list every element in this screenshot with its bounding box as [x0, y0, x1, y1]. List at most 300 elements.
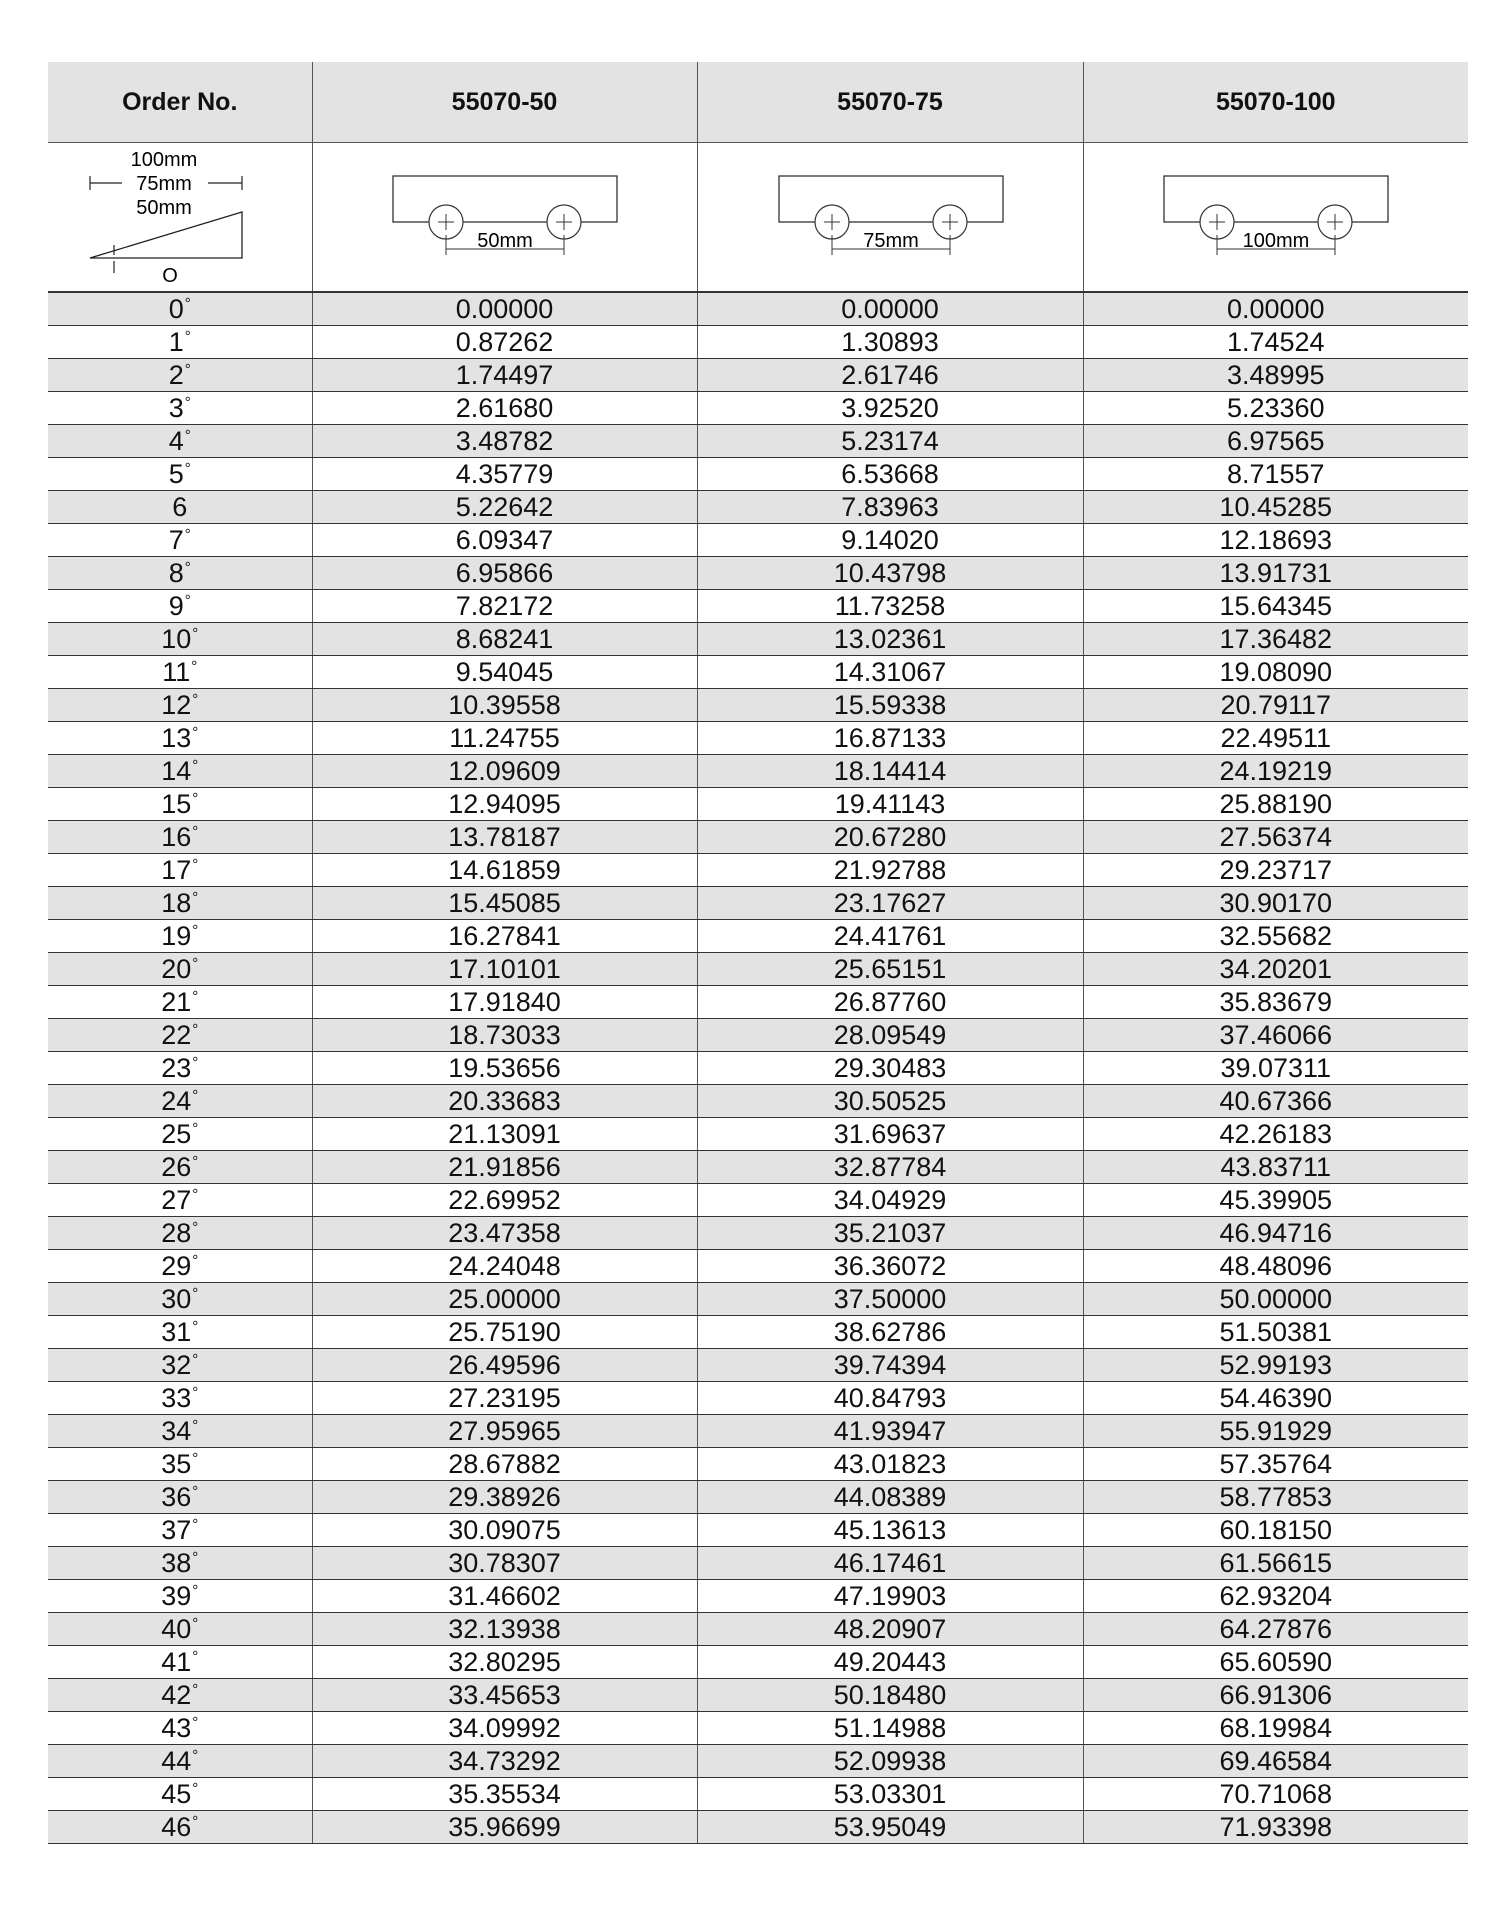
angle-cell [48, 1217, 312, 1250]
table-row [48, 1118, 1468, 1151]
height-value-cell: 26.49596 [312, 1349, 697, 1382]
height-value-cell: 20.79117 [1083, 689, 1468, 722]
height-value-cell: 60.18150 [1083, 1514, 1468, 1547]
angle-cell [48, 1547, 312, 1580]
height-value-cell: 9.54045 [312, 656, 697, 689]
angle-value: 16 [161, 822, 192, 852]
degree-symbol: ° [192, 823, 199, 840]
degree-symbol: ° [192, 1054, 199, 1071]
height-value-cell: 18.73033 [312, 1019, 697, 1052]
angle-value: 44 [161, 1746, 192, 1776]
height-value-cell: 48.20907 [697, 1613, 1083, 1646]
table-row [48, 458, 1468, 491]
angle-cell [48, 1646, 312, 1679]
height-value-cell: 69.46584 [1083, 1745, 1468, 1778]
height-value-cell: 44.08389 [697, 1481, 1083, 1514]
angle-cell [48, 1811, 312, 1844]
height-value-cell: 32.55682 [1083, 920, 1468, 953]
height-value-cell: 65.60590 [1083, 1646, 1468, 1679]
angle-cell [48, 1085, 312, 1118]
angle-cell [48, 458, 312, 491]
height-value-cell: 5.22642 [312, 491, 697, 524]
table-row [48, 1778, 1468, 1811]
height-value-cell: 53.03301 [697, 1778, 1083, 1811]
height-value-cell: 24.19219 [1083, 755, 1468, 788]
height-value-cell: 13.91731 [1083, 557, 1468, 590]
angle-value: 5 [168, 459, 184, 489]
height-value-cell: 14.61859 [312, 854, 697, 887]
degree-symbol: ° [192, 1450, 199, 1467]
height-value-cell: 12.94095 [312, 788, 697, 821]
angle-cell [48, 656, 312, 689]
height-value-cell: 52.09938 [697, 1745, 1083, 1778]
height-value-cell: 1.74497 [312, 359, 697, 392]
angle-value: 10 [161, 624, 192, 654]
height-value-cell: 3.48782 [312, 425, 697, 458]
height-value-cell: 52.99193 [1083, 1349, 1468, 1382]
angle-value: 7 [168, 525, 184, 555]
degree-symbol: ° [192, 1153, 199, 1170]
angle-cell [48, 623, 312, 656]
angle-cell [48, 1712, 312, 1745]
height-value-cell: 37.46066 [1083, 1019, 1468, 1052]
angle-cell [48, 1283, 312, 1316]
height-value-cell: 3.48995 [1083, 359, 1468, 392]
table-row [48, 524, 1468, 557]
height-value-cell: 39.74394 [697, 1349, 1083, 1382]
height-value-cell: 6.97565 [1083, 425, 1468, 458]
table-row [48, 1151, 1468, 1184]
height-value-cell: 4.35779 [312, 458, 697, 491]
angle-value: 6 [172, 492, 188, 522]
height-value-cell: 21.92788 [697, 854, 1083, 887]
angle-value: 28 [161, 1218, 192, 1248]
diagram-row [48, 143, 1468, 293]
table-row [48, 656, 1468, 689]
height-value-cell: 30.50525 [697, 1085, 1083, 1118]
table-row [48, 1547, 1468, 1580]
spacing-100mm-label: 100mm [1242, 230, 1309, 252]
degree-symbol: ° [192, 1648, 199, 1665]
angle-cell [48, 986, 312, 1019]
degree-symbol: ° [192, 1615, 199, 1632]
height-value-cell: 0.00000 [312, 292, 697, 326]
sine-bar-diagram-cell-50 [312, 143, 697, 293]
degree-symbol: ° [184, 559, 191, 576]
angle-value: 27 [161, 1185, 192, 1215]
table-row [48, 590, 1468, 623]
table-row [48, 392, 1468, 425]
origin-label: O [162, 265, 178, 286]
height-value-cell: 0.00000 [697, 292, 1083, 326]
height-value-cell: 38.62786 [697, 1316, 1083, 1349]
height-value-cell: 34.20201 [1083, 953, 1468, 986]
angle-value: 40 [161, 1614, 192, 1644]
height-value-cell: 64.27876 [1083, 1613, 1468, 1646]
height-value-cell: 21.13091 [312, 1118, 697, 1151]
table-row [48, 1613, 1468, 1646]
height-value-cell: 13.02361 [697, 623, 1083, 656]
height-value-cell: 29.30483 [697, 1052, 1083, 1085]
spacing-50mm-label: 50mm [476, 230, 533, 252]
degree-symbol: ° [192, 724, 199, 741]
table-row [48, 557, 1468, 590]
height-value-cell: 17.10101 [312, 953, 697, 986]
degree-symbol: ° [192, 1252, 199, 1269]
height-value-cell: 46.17461 [697, 1547, 1083, 1580]
height-value-cell: 8.71557 [1083, 458, 1468, 491]
degree-symbol: ° [192, 1813, 199, 1830]
angle-cell [48, 1580, 312, 1613]
degree-symbol: ° [192, 1318, 199, 1335]
height-value-cell: 34.73292 [312, 1745, 697, 1778]
height-value-cell: 20.33683 [312, 1085, 697, 1118]
table-row [48, 1514, 1468, 1547]
angle-cell [48, 425, 312, 458]
table-row [48, 1052, 1468, 1085]
table-row [48, 1580, 1468, 1613]
degree-symbol: ° [192, 790, 199, 807]
angle-value: 3 [168, 393, 184, 423]
height-value-cell: 41.93947 [697, 1415, 1083, 1448]
angle-cell [48, 326, 312, 359]
height-value-cell: 43.01823 [697, 1448, 1083, 1481]
bar-body-shape [393, 176, 617, 222]
height-value-cell: 22.49511 [1083, 722, 1468, 755]
height-value-cell: 34.09992 [312, 1712, 697, 1745]
degree-symbol: ° [192, 757, 199, 774]
height-value-cell: 10.45285 [1083, 491, 1468, 524]
height-value-cell: 43.83711 [1083, 1151, 1468, 1184]
height-value-cell: 24.41761 [697, 920, 1083, 953]
table-row [48, 953, 1468, 986]
table-row [48, 854, 1468, 887]
angle-value: 2 [168, 360, 184, 390]
angle-cell [48, 557, 312, 590]
height-value-cell: 71.93398 [1083, 1811, 1468, 1844]
angle-value: 9 [168, 591, 184, 621]
height-value-cell: 47.19903 [697, 1580, 1083, 1613]
degree-symbol: ° [192, 1087, 199, 1104]
angle-cell [48, 1184, 312, 1217]
table-row [48, 689, 1468, 722]
height-value-cell: 27.95965 [312, 1415, 697, 1448]
height-value-cell: 33.45653 [312, 1679, 697, 1712]
angle-value: 23 [161, 1053, 192, 1083]
degree-symbol: ° [192, 1582, 199, 1599]
angle-cell [48, 292, 312, 326]
degree-symbol: ° [192, 1120, 199, 1137]
degree-symbol: ° [192, 1714, 199, 1731]
table-row [48, 1250, 1468, 1283]
height-value-cell: 55.91929 [1083, 1415, 1468, 1448]
height-value-cell: 6.95866 [312, 557, 697, 590]
angle-cell [48, 755, 312, 788]
height-value-cell: 46.94716 [1083, 1217, 1468, 1250]
table-row [48, 1184, 1468, 1217]
height-value-cell: 17.36482 [1083, 623, 1468, 656]
height-value-cell: 19.41143 [697, 788, 1083, 821]
degree-symbol: ° [192, 1186, 199, 1203]
table-row [48, 425, 1468, 458]
height-value-cell: 54.46390 [1083, 1382, 1468, 1415]
angle-value: 1 [168, 327, 184, 357]
sine-bar-diagram-75 [698, 143, 1084, 286]
degree-symbol: ° [184, 361, 191, 378]
height-value-cell: 21.91856 [312, 1151, 697, 1184]
height-value-cell: 11.73258 [697, 590, 1083, 623]
degree-symbol: ° [184, 526, 191, 543]
degree-symbol: ° [192, 1516, 199, 1533]
height-value-cell: 37.50000 [697, 1283, 1083, 1316]
height-value-cell: 39.07311 [1083, 1052, 1468, 1085]
angle-cell [48, 953, 312, 986]
angle-value: 14 [161, 756, 192, 786]
height-value-cell: 0.87262 [312, 326, 697, 359]
table-row [48, 920, 1468, 953]
height-value-cell: 19.08090 [1083, 656, 1468, 689]
table-row [48, 755, 1468, 788]
degree-symbol: ° [192, 922, 199, 939]
height-value-cell: 27.23195 [312, 1382, 697, 1415]
column-header-55070-50: 55070-50 [312, 62, 697, 143]
height-value-cell: 50.18480 [697, 1679, 1083, 1712]
angle-value: 17 [161, 855, 192, 885]
degree-symbol: ° [192, 1219, 199, 1236]
sine-bar-diagram-cell-100 [1083, 143, 1468, 293]
degree-symbol: ° [192, 625, 199, 642]
table-row [48, 788, 1468, 821]
height-value-cell: 57.35764 [1083, 1448, 1468, 1481]
angle-value: 38 [161, 1548, 192, 1578]
degree-symbol: ° [192, 1351, 199, 1368]
column-header-55070-75: 55070-75 [697, 62, 1083, 143]
angle-cell [48, 590, 312, 623]
height-value-cell: 0.00000 [1083, 292, 1468, 326]
table-row [48, 1481, 1468, 1514]
degree-symbol: ° [192, 1285, 199, 1302]
order-no-header: Order No. [48, 62, 312, 143]
height-value-cell: 68.19984 [1083, 1712, 1468, 1745]
height-value-cell: 15.45085 [312, 887, 697, 920]
height-value-cell: 35.35534 [312, 1778, 697, 1811]
height-value-cell: 23.47358 [312, 1217, 697, 1250]
angle-value: 30 [161, 1284, 192, 1314]
table-row [48, 326, 1468, 359]
sine-bar-diagram-50 [313, 143, 698, 286]
bar-body-shape [779, 176, 1003, 222]
degree-symbol: ° [184, 460, 191, 477]
angle-value: 46 [161, 1812, 192, 1842]
height-value-cell: 5.23174 [697, 425, 1083, 458]
height-value-cell: 29.38926 [312, 1481, 697, 1514]
height-value-cell: 36.36072 [697, 1250, 1083, 1283]
angle-cell [48, 788, 312, 821]
degree-symbol: ° [184, 328, 191, 345]
height-value-cell: 34.04929 [697, 1184, 1083, 1217]
height-value-cell: 27.56374 [1083, 821, 1468, 854]
degree-symbol: ° [192, 1747, 199, 1764]
table-row [48, 1283, 1468, 1316]
height-value-cell: 20.67280 [697, 821, 1083, 854]
angle-cell [48, 1415, 312, 1448]
angle-value: 11 [162, 657, 191, 687]
height-value-cell: 32.87784 [697, 1151, 1083, 1184]
height-value-cell: 30.90170 [1083, 887, 1468, 920]
height-value-cell: 3.92520 [697, 392, 1083, 425]
table-row [48, 1745, 1468, 1778]
degree-symbol: ° [192, 1417, 199, 1434]
header-row [48, 62, 1468, 143]
angle-value: 0 [168, 294, 184, 324]
angle-cell [48, 689, 312, 722]
angle-cell [48, 1613, 312, 1646]
degree-symbol: ° [184, 427, 191, 444]
angle-value: 41 [161, 1647, 192, 1677]
table-row [48, 887, 1468, 920]
sine-bar-table [48, 62, 1468, 1844]
angle-cell [48, 1250, 312, 1283]
table-row [48, 359, 1468, 392]
angle-value: 24 [161, 1086, 192, 1116]
degree-symbol: ° [192, 955, 199, 972]
height-value-cell: 7.83963 [697, 491, 1083, 524]
table-row [48, 1019, 1468, 1052]
height-value-cell: 25.00000 [312, 1283, 697, 1316]
angle-value: 37 [161, 1515, 192, 1545]
angle-cell [48, 1349, 312, 1382]
degree-symbol: ° [192, 856, 199, 873]
height-value-cell: 35.96699 [312, 1811, 697, 1844]
angle-cell [48, 821, 312, 854]
height-value-cell: 24.24048 [312, 1250, 697, 1283]
table-row [48, 1448, 1468, 1481]
angle-cell [48, 1778, 312, 1811]
height-value-cell: 8.68241 [312, 623, 697, 656]
table-row [48, 821, 1468, 854]
table-row [48, 1085, 1468, 1118]
degree-symbol: ° [192, 1021, 199, 1038]
angle-value: 26 [161, 1152, 192, 1182]
height-value-cell: 45.39905 [1083, 1184, 1468, 1217]
height-value-cell: 35.83679 [1083, 986, 1468, 1019]
degree-symbol: ° [192, 691, 199, 708]
height-value-cell: 31.46602 [312, 1580, 697, 1613]
height-value-cell: 28.09549 [697, 1019, 1083, 1052]
angle-value: 39 [161, 1581, 192, 1611]
angle-value: 29 [161, 1251, 192, 1281]
angle-cell [48, 722, 312, 755]
table-row [48, 1712, 1468, 1745]
degree-symbol: ° [191, 658, 198, 675]
table-row [48, 1415, 1468, 1448]
table-row [48, 292, 1468, 326]
angle-value: 35 [161, 1449, 192, 1479]
height-value-cell: 9.14020 [697, 524, 1083, 557]
height-value-cell: 1.30893 [697, 326, 1083, 359]
height-value-cell: 28.67882 [312, 1448, 697, 1481]
angle-cell [48, 1052, 312, 1085]
sine-legend-diagram [48, 143, 312, 286]
angle-value: 15 [161, 789, 192, 819]
degree-symbol: ° [192, 1483, 199, 1500]
height-value-cell: 19.53656 [312, 1052, 697, 1085]
angle-value: 19 [161, 921, 192, 951]
length-50mm-label: 50mm [136, 197, 192, 219]
angle-cell [48, 1382, 312, 1415]
column-header-55070-100: 55070-100 [1083, 62, 1468, 143]
height-value-cell: 45.13613 [697, 1514, 1083, 1547]
angle-cell [48, 491, 312, 524]
angle-cell [48, 1514, 312, 1547]
length-75mm-label: 75mm [136, 173, 192, 195]
angle-rows [48, 292, 1468, 1844]
height-value-cell: 31.69637 [697, 1118, 1083, 1151]
angle-cell [48, 359, 312, 392]
height-value-cell: 25.65151 [697, 953, 1083, 986]
sine-legend-cell [48, 143, 312, 293]
height-value-cell: 40.67366 [1083, 1085, 1468, 1118]
sine-bar-table-sheet [48, 62, 1468, 1844]
height-value-cell: 29.23717 [1083, 854, 1468, 887]
table-row [48, 1217, 1468, 1250]
angle-value: 42 [161, 1680, 192, 1710]
height-value-cell: 18.14414 [697, 755, 1083, 788]
degree-symbol: ° [192, 1549, 199, 1566]
angle-value: 21 [161, 987, 192, 1017]
angle-value: 4 [168, 426, 184, 456]
angle-value: 20 [161, 954, 192, 984]
angle-value: 32 [161, 1350, 192, 1380]
angle-value: 12 [161, 690, 192, 720]
height-value-cell: 53.95049 [697, 1811, 1083, 1844]
angle-cell [48, 1679, 312, 1712]
angle-value: 18 [161, 888, 192, 918]
height-value-cell: 26.87760 [697, 986, 1083, 1019]
height-value-cell: 25.88190 [1083, 788, 1468, 821]
angle-value: 45 [161, 1779, 192, 1809]
height-value-cell: 16.27841 [312, 920, 697, 953]
height-value-cell: 22.69952 [312, 1184, 697, 1217]
height-value-cell: 14.31067 [697, 656, 1083, 689]
angle-cell [48, 920, 312, 953]
height-value-cell: 1.74524 [1083, 326, 1468, 359]
angle-cell [48, 1118, 312, 1151]
degree-symbol: ° [184, 592, 191, 609]
table-row [48, 491, 1468, 524]
angle-value: 34 [161, 1416, 192, 1446]
sine-bar-diagram-cell-75 [697, 143, 1083, 293]
height-value-cell: 12.09609 [312, 755, 697, 788]
angle-cell [48, 1151, 312, 1184]
table-row [48, 1679, 1468, 1712]
height-value-cell: 7.82172 [312, 590, 697, 623]
height-value-cell: 32.80295 [312, 1646, 697, 1679]
angle-cell [48, 887, 312, 920]
height-value-cell: 51.50381 [1083, 1316, 1468, 1349]
height-value-cell: 11.24755 [312, 722, 697, 755]
table-row [48, 1349, 1468, 1382]
degree-symbol: ° [192, 1780, 199, 1797]
height-value-cell: 23.17627 [697, 887, 1083, 920]
height-value-cell: 49.20443 [697, 1646, 1083, 1679]
degree-symbol: ° [192, 1384, 199, 1401]
degree-symbol: ° [192, 889, 199, 906]
table-row [48, 1382, 1468, 1415]
height-value-cell: 10.43798 [697, 557, 1083, 590]
height-value-cell: 35.21037 [697, 1217, 1083, 1250]
degree-symbol: ° [184, 394, 191, 411]
